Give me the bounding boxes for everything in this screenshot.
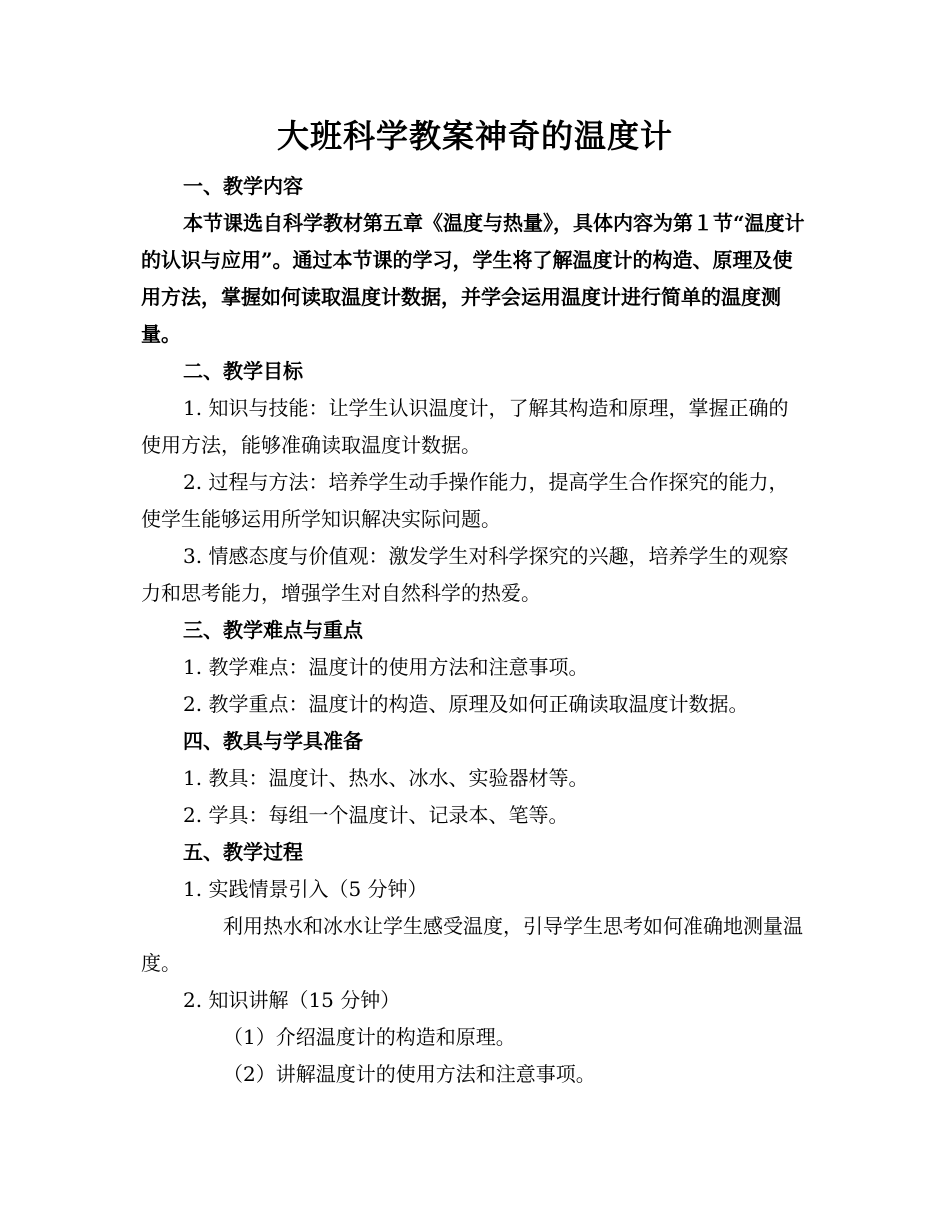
materials-item-teacher: 1. 教具：温度计、热水、冰水、实验器材等。 [183, 766, 589, 790]
process-substep-structure: （1）介绍温度计的构造和原理。 [223, 1025, 516, 1049]
section-heading-teaching-content: 一、教学内容 [183, 174, 303, 198]
goal-item-knowledge: 1. 知识与技能：让学生认识温度计，了解其构造和原理，掌握正确的使用方法，能够准确读取温度计数据。 [141, 396, 789, 457]
process-step-intro-text: 利用热水和冰水让学生感受温度，引导学生思考如何准确地测量温度。 [141, 914, 803, 975]
section-heading-materials: 四、教具与学具准备 [183, 729, 363, 753]
document-body [141, 168, 805, 1093]
goal-item-process: 2. 过程与方法：培养学生动手操作能力，提高学生合作探究的能力，使学生能够运用所学知识解决实际问题。 [141, 470, 789, 531]
process-step-knowledge: 2. 知识讲解（15 分钟） [183, 988, 401, 1012]
document-title: 大班科学教案神奇的温度计 [276, 117, 673, 155]
section-heading-teaching-goals: 二、教学目标 [183, 359, 303, 383]
key-point-item: 2. 教学重点：温度计的构造、原理及如何正确读取温度计数据。 [183, 692, 749, 716]
difficulty-item: 1. 教学难点：温度计的使用方法和注意事项。 [183, 655, 589, 679]
materials-item-student: 2. 学具：每组一个温度计、记录本、笔等。 [183, 803, 569, 827]
section-heading-process: 五、教学过程 [183, 840, 303, 864]
teaching-content-paragraph: 本节课选自科学教材第五章《温度与热量》，具体内容为第１节“温度计的认识与应用”。通过本节课的学习，学生将了解温度计的构造、原理及使用方法，掌握如何读取温度计数据，并学会运用温度计进行简单的温度测量。 [141, 211, 805, 346]
process-step-intro: 1. 实践情景引入（5 分钟） [183, 877, 428, 901]
section-heading-difficulties: 三、教学难点与重点 [183, 618, 363, 642]
process-substep-usage: （2）讲解温度计的使用方法和注意事项。 [223, 1062, 596, 1086]
goal-item-attitude: 3. 情感态度与价值观：激发学生对科学探究的兴趣，培养学生的观察力和思考能力，增强学生对自然科学的热爱。 [141, 544, 789, 605]
